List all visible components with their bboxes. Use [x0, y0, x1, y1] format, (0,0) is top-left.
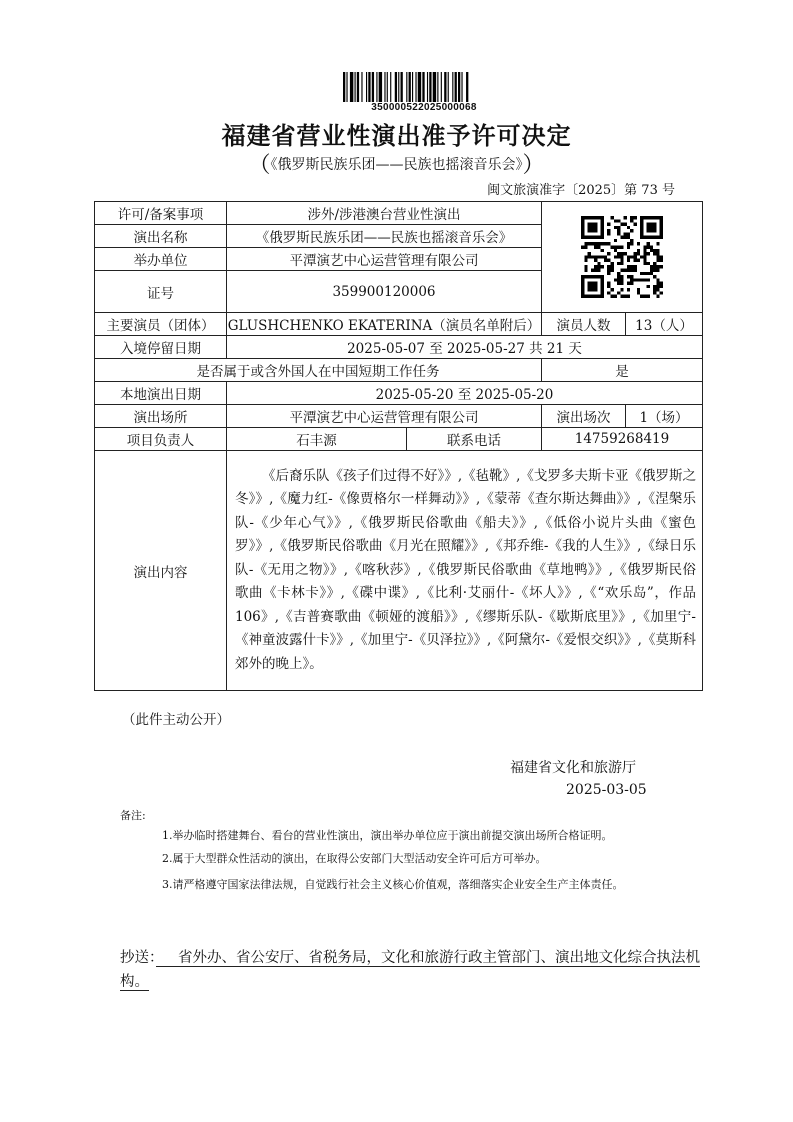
- qr-module: [601, 255, 604, 258]
- qr-module: [604, 259, 607, 262]
- show-name-value: 《俄罗斯民族乐团——民族也摇滚音乐会》: [227, 225, 542, 248]
- qr-module: [647, 262, 650, 265]
- barcode-bar: [398, 72, 399, 102]
- qr-module: [627, 232, 630, 235]
- qr-module: [647, 285, 650, 288]
- qr-module: [643, 246, 646, 249]
- qr-module: [650, 246, 653, 249]
- subtitle-text: 《俄罗斯民族乐团——民族也摇滚音乐会》: [270, 157, 523, 173]
- qr-module: [630, 265, 633, 268]
- venue-value: 平潭演艺中心运营管理有限公司: [227, 405, 542, 428]
- qr-module: [630, 229, 633, 232]
- qr-module: [630, 275, 633, 278]
- barcode-bar: [401, 72, 403, 102]
- qr-module: [656, 255, 659, 258]
- qr-module: [607, 252, 610, 255]
- qr-module: [597, 265, 600, 268]
- qr-module: [617, 291, 620, 294]
- qr-module: [627, 242, 630, 245]
- qr-module: [624, 252, 627, 255]
- qr-module: [584, 265, 587, 268]
- content-value: 《后裔乐队《孩子们过得不好》》,《毡靴》,《戈罗多夫斯卡亚《俄罗斯之冬》》,《魔力红-《像贾格尔一样舞动》》,《蒙蒂《查尔斯达舞曲》》,《涅槃乐队-《少年心气》》,《俄罗斯民俗歌曲《船夫》》,《低俗小说片头曲《蜜色罗》》,《俄罗斯民俗歌曲《月光在照耀》》,《邦乔维-《我的人生》》,《绿日乐队-《无用之物》》,《喀秋莎》,《俄罗斯民俗歌曲《草地鸭》》,《俄罗斯民俗歌曲《卡林卡》》,《碟中谍》,《比利·艾丽什-《坏人》》,《“欢乐岛”，作品 106》,《吉普赛歌曲《顿娅的渡船》》,《缪斯乐队-《歇斯底里》》,《加里宁-《神童波露什卡》》,《加里宁-《贝泽拉》》,《阿黛尔-《爱恨交织》》,《莫斯科郊外的晚上》。: [235, 467, 696, 672]
- qr-module: [650, 265, 653, 268]
- barcode-bar: [368, 72, 370, 102]
- qr-module: [637, 252, 640, 255]
- qr-module: [650, 268, 653, 271]
- barcode-bar: [387, 72, 388, 102]
- qr-module: [643, 252, 646, 255]
- qr-module: [614, 278, 617, 281]
- qr-module: [611, 246, 614, 249]
- qr-module: [620, 275, 623, 278]
- qr-module: [594, 246, 597, 249]
- foreign-work-label: 是否属于或含外国人在中国短期工作任务: [95, 359, 542, 382]
- qr-module: [627, 295, 630, 298]
- barcode-bar: [415, 72, 416, 102]
- qr-module: [633, 252, 636, 255]
- qr-module: [604, 242, 607, 245]
- subtitle-open-paren: （: [248, 153, 271, 178]
- qr-module: [647, 272, 650, 275]
- qr-module: [611, 295, 614, 298]
- qr-module: [607, 291, 610, 294]
- qr-module: [591, 268, 594, 271]
- local-dates-value: 2025-05-20 至 2025-05-20: [227, 382, 703, 405]
- qr-module: [607, 282, 610, 285]
- qr-module: [620, 252, 623, 255]
- qr-module: [633, 268, 636, 271]
- qr-module: [607, 229, 610, 232]
- qr-module: [633, 278, 636, 281]
- qr-module: [617, 272, 620, 275]
- qr-module: [607, 285, 610, 288]
- qr-module: [611, 216, 614, 219]
- qr-module: [614, 295, 617, 298]
- carbon-copy: [120, 946, 700, 994]
- public-note: （此件主动公开）: [122, 712, 230, 728]
- cert-value: 359900120006: [227, 271, 542, 313]
- qr-module: [614, 219, 617, 222]
- qr-module: [607, 223, 610, 226]
- qr-module: [617, 282, 620, 285]
- qr-module: [620, 282, 623, 285]
- qr-module: [643, 262, 646, 265]
- qr-module: [630, 282, 633, 285]
- qr-module: [617, 226, 620, 229]
- table-row: [95, 451, 703, 691]
- qr-module: [588, 282, 598, 292]
- organizer-value: 平潭演艺中心运营管理有限公司: [227, 248, 542, 271]
- qr-module: [656, 285, 659, 288]
- qr-module: [624, 216, 627, 219]
- qr-module: [607, 272, 610, 275]
- qr-code: [581, 216, 663, 298]
- qr-module: [607, 265, 610, 268]
- cc-text: 省外办、省公安厅、省税务局，文化和旅游行政主管部门、演出地文化综合执法机构。: [120, 950, 700, 990]
- qr-module: [656, 252, 659, 255]
- qr-module: [630, 216, 633, 219]
- qr-module: [640, 295, 643, 298]
- qr-module: [607, 242, 610, 245]
- table-row: [95, 313, 703, 336]
- qr-module: [594, 242, 597, 245]
- barcode-bar: [433, 72, 436, 102]
- qr-module: [614, 255, 617, 258]
- stay-label: 入境停留日期: [95, 336, 227, 359]
- performer-count-value: 13（人）: [626, 313, 703, 336]
- qr-module: [653, 249, 656, 252]
- document-title: 福建省营业性演出准予许可决定: [221, 121, 572, 150]
- qr-module: [591, 255, 594, 258]
- qr-module: [617, 278, 620, 281]
- qr-module: [653, 288, 656, 291]
- qr-module: [620, 278, 623, 281]
- qr-module: [660, 282, 663, 285]
- barcode-bar: [466, 72, 468, 102]
- qr-module: [584, 246, 587, 249]
- stay-value: 2025-05-07 至 2025-05-27 共 21 天: [227, 336, 703, 359]
- qr-module: [614, 246, 617, 249]
- qr-module: [620, 246, 623, 249]
- qr-module: [653, 291, 656, 294]
- barcode-bar: [343, 72, 345, 102]
- qr-module: [617, 255, 620, 258]
- qr-module: [660, 265, 663, 268]
- qr-module: [620, 236, 623, 239]
- qr-module: [630, 278, 633, 281]
- issue-date: 2025-03-05: [566, 782, 647, 798]
- qr-module: [611, 265, 614, 268]
- qr-module: [607, 232, 610, 235]
- qr-module: [660, 291, 663, 294]
- qr-module: [620, 288, 623, 291]
- issuer: 福建省文化和旅游厅: [510, 760, 636, 776]
- content-label: 演出内容: [95, 451, 227, 691]
- barcode-bar: [350, 72, 353, 102]
- barcode-bar: [422, 72, 424, 102]
- qr-module: [624, 236, 627, 239]
- qr-module: [633, 259, 636, 262]
- qr-module: [643, 278, 646, 281]
- qr-module: [584, 255, 587, 258]
- qr-module: [614, 249, 617, 252]
- qr-module: [627, 255, 630, 258]
- qr-module: [640, 272, 643, 275]
- qr-module: [597, 262, 600, 265]
- organizer-label: 举办单位: [95, 248, 227, 271]
- qr-module: [643, 255, 646, 258]
- qr-module: [597, 246, 600, 249]
- qr-module: [630, 219, 633, 222]
- barcode-bar: [355, 72, 356, 102]
- note-item: 1.举办临时搭建舞台、看台的营业性演出，演出举办单位应于演出前提交演出场所合格证明。: [162, 829, 613, 842]
- qr-module: [643, 249, 646, 252]
- barcode: [343, 72, 505, 102]
- qr-code-cell: [542, 202, 703, 313]
- qr-module: [637, 259, 640, 262]
- barcode-bar: [376, 72, 377, 102]
- barcode-bar: [418, 72, 421, 102]
- qr-module: [633, 216, 636, 219]
- subtitle-close-paren: ）: [522, 153, 545, 178]
- qr-module: [614, 226, 617, 229]
- qr-module: [594, 255, 597, 258]
- sessions-value: 1（场）: [626, 405, 703, 428]
- qr-module: [650, 249, 653, 252]
- barcode-bar: [357, 72, 359, 102]
- qr-module: [630, 255, 633, 258]
- qr-module: [591, 242, 594, 245]
- barcode-bar: [455, 72, 457, 102]
- barcode-bar: [412, 72, 413, 102]
- qr-module: [620, 268, 623, 271]
- qr-module: [653, 265, 656, 268]
- table-row: [95, 359, 703, 382]
- qr-module: [653, 262, 656, 265]
- qr-module: [617, 275, 620, 278]
- qr-module: [660, 255, 663, 258]
- qr-module: [604, 255, 607, 258]
- qr-module: [627, 282, 630, 285]
- qr-module: [627, 236, 630, 239]
- qr-module: [637, 291, 640, 294]
- qr-module: [640, 278, 643, 281]
- table-row: [95, 405, 703, 428]
- barcode-bar: [409, 72, 411, 102]
- qr-module: [660, 285, 663, 288]
- venue-label: 演出场所: [95, 405, 227, 428]
- barcode-bar: [379, 72, 382, 102]
- qr-module: [647, 295, 650, 298]
- phone-value: 14759268419: [542, 428, 703, 451]
- qr-module: [660, 259, 663, 262]
- note-item: 3.请严格遵守国家法律法规，自觉践行社会主义核心价值观，落细落实企业安全生产主体责任。: [162, 878, 624, 891]
- barcode-bar: [444, 72, 446, 102]
- qr-module: [656, 259, 659, 262]
- qr-module: [601, 265, 604, 268]
- qr-module: [637, 278, 640, 281]
- qr-module: [627, 268, 630, 271]
- qr-module: [656, 288, 659, 291]
- barcode-bar: [395, 72, 397, 102]
- qr-module: [597, 268, 600, 271]
- qr-module: [633, 223, 636, 226]
- qr-module: [627, 226, 630, 229]
- table-row: [95, 336, 703, 359]
- qr-module: [617, 262, 620, 265]
- qr-module: [624, 295, 627, 298]
- qr-module: [614, 239, 617, 242]
- qr-module: [620, 223, 623, 226]
- qr-module: [620, 255, 623, 258]
- qr-module: [584, 268, 587, 271]
- license-type-value: 涉外/涉港澳台营业性演出: [227, 202, 542, 225]
- barcode-bar: [437, 72, 438, 102]
- barcode-bar: [372, 72, 374, 102]
- qr-module: [630, 239, 633, 242]
- qr-module: [656, 249, 659, 252]
- barcode-bar: [448, 72, 449, 102]
- qr-module: [637, 242, 640, 245]
- qr-module: [643, 295, 646, 298]
- qr-module: [594, 259, 597, 262]
- barcode-bar: [366, 72, 367, 102]
- qr-module: [656, 282, 659, 285]
- qr-module: [647, 278, 650, 281]
- sessions-label: 演出场次: [542, 405, 626, 428]
- barcode-bar: [461, 72, 462, 102]
- qr-module: [611, 262, 614, 265]
- barcode-bar: [429, 72, 431, 102]
- qr-module: [588, 223, 598, 233]
- qr-module: [630, 242, 633, 245]
- qr-module: [633, 265, 636, 268]
- qr-module: [653, 252, 656, 255]
- qr-module: [627, 246, 630, 249]
- qr-module: [581, 246, 584, 249]
- phone-label: 联系电话: [407, 428, 542, 451]
- barcode-bar: [361, 72, 362, 102]
- qr-module: [584, 259, 587, 262]
- qr-module: [633, 255, 636, 258]
- qr-module: [617, 246, 620, 249]
- cc-label: 抄送：: [120, 950, 157, 966]
- qr-module: [584, 242, 587, 245]
- barcode-bar: [427, 72, 428, 102]
- qr-module: [620, 262, 623, 265]
- qr-module: [627, 265, 630, 268]
- qr-module: [620, 295, 623, 298]
- qr-module: [630, 268, 633, 271]
- qr-module: [627, 275, 630, 278]
- performer-value: GLUSHCHENKO EKATERINA（演员名单附后）: [227, 313, 542, 336]
- qr-module: [637, 288, 640, 291]
- license-type-label: 许可/备案事项: [95, 202, 227, 225]
- qr-module: [588, 252, 591, 255]
- qr-module: [588, 255, 591, 258]
- qr-module: [627, 288, 630, 291]
- table-row: [95, 202, 703, 225]
- document-subtitle: [0, 148, 793, 179]
- qr-module: [620, 259, 623, 262]
- qr-module: [656, 295, 659, 298]
- local-dates-label: 本地演出日期: [95, 382, 227, 405]
- performer-label: 主要演员（团体）: [95, 313, 227, 336]
- qr-module: [653, 285, 656, 288]
- qr-module: [607, 268, 610, 271]
- qr-module: [594, 268, 597, 271]
- qr-module: [597, 255, 600, 258]
- qr-module: [617, 232, 620, 235]
- qr-module: [647, 246, 650, 249]
- qr-module: [647, 252, 650, 255]
- qr-module: [656, 265, 659, 268]
- qr-module: [656, 268, 659, 271]
- qr-module: [627, 259, 630, 262]
- manager-value: 石丰源: [227, 428, 407, 451]
- qr-module: [607, 259, 610, 262]
- qr-module: [647, 223, 657, 233]
- note-item: 2.属于大型群众性活动的演出，在取得公安部门大型活动安全许可后方可举办。: [162, 852, 547, 865]
- barcode-bar: [458, 72, 460, 102]
- manager-label: 项目负责人: [95, 428, 227, 451]
- show-name-label: 演出名称: [95, 225, 227, 248]
- qr-module: [594, 265, 597, 268]
- qr-module: [601, 242, 604, 245]
- qr-module: [588, 242, 591, 245]
- qr-module: [611, 268, 614, 271]
- performer-count-label: 演员人数: [542, 313, 626, 336]
- barcode-bar: [384, 72, 385, 102]
- qr-module: [611, 288, 614, 291]
- qr-module: [624, 223, 627, 226]
- barcode-bar: [441, 72, 442, 102]
- barcode-number: 350000522025000068: [371, 102, 477, 113]
- qr-module: [617, 229, 620, 232]
- qr-module: [637, 249, 640, 252]
- notes-title: 备注:: [120, 809, 146, 822]
- qr-module: [597, 242, 600, 245]
- barcode-bar: [452, 72, 453, 102]
- barcode-bar: [390, 72, 391, 102]
- qr-module: [601, 249, 604, 252]
- content-value-cell: [227, 451, 703, 691]
- qr-module: [617, 219, 620, 222]
- barcode-bar: [406, 72, 407, 102]
- qr-module: [656, 278, 659, 281]
- barcode-bar: [346, 72, 347, 102]
- document-number: 闽文旅演准字〔2025〕第 73 号: [487, 183, 675, 198]
- table-row: [95, 382, 703, 405]
- qr-module: [653, 275, 656, 278]
- qr-module: [624, 268, 627, 271]
- qr-module: [617, 252, 620, 255]
- qr-module: [653, 268, 656, 271]
- qr-module: [643, 259, 646, 262]
- cert-label: 证号: [95, 271, 227, 313]
- foreign-work-value: 是: [542, 359, 703, 382]
- qr-module: [647, 242, 650, 245]
- license-table: [94, 201, 703, 691]
- qr-module: [624, 232, 627, 235]
- qr-module: [643, 272, 646, 275]
- qr-module: [640, 255, 643, 258]
- qr-module: [656, 242, 659, 245]
- table-row: [95, 428, 703, 451]
- qr-module: [650, 272, 653, 275]
